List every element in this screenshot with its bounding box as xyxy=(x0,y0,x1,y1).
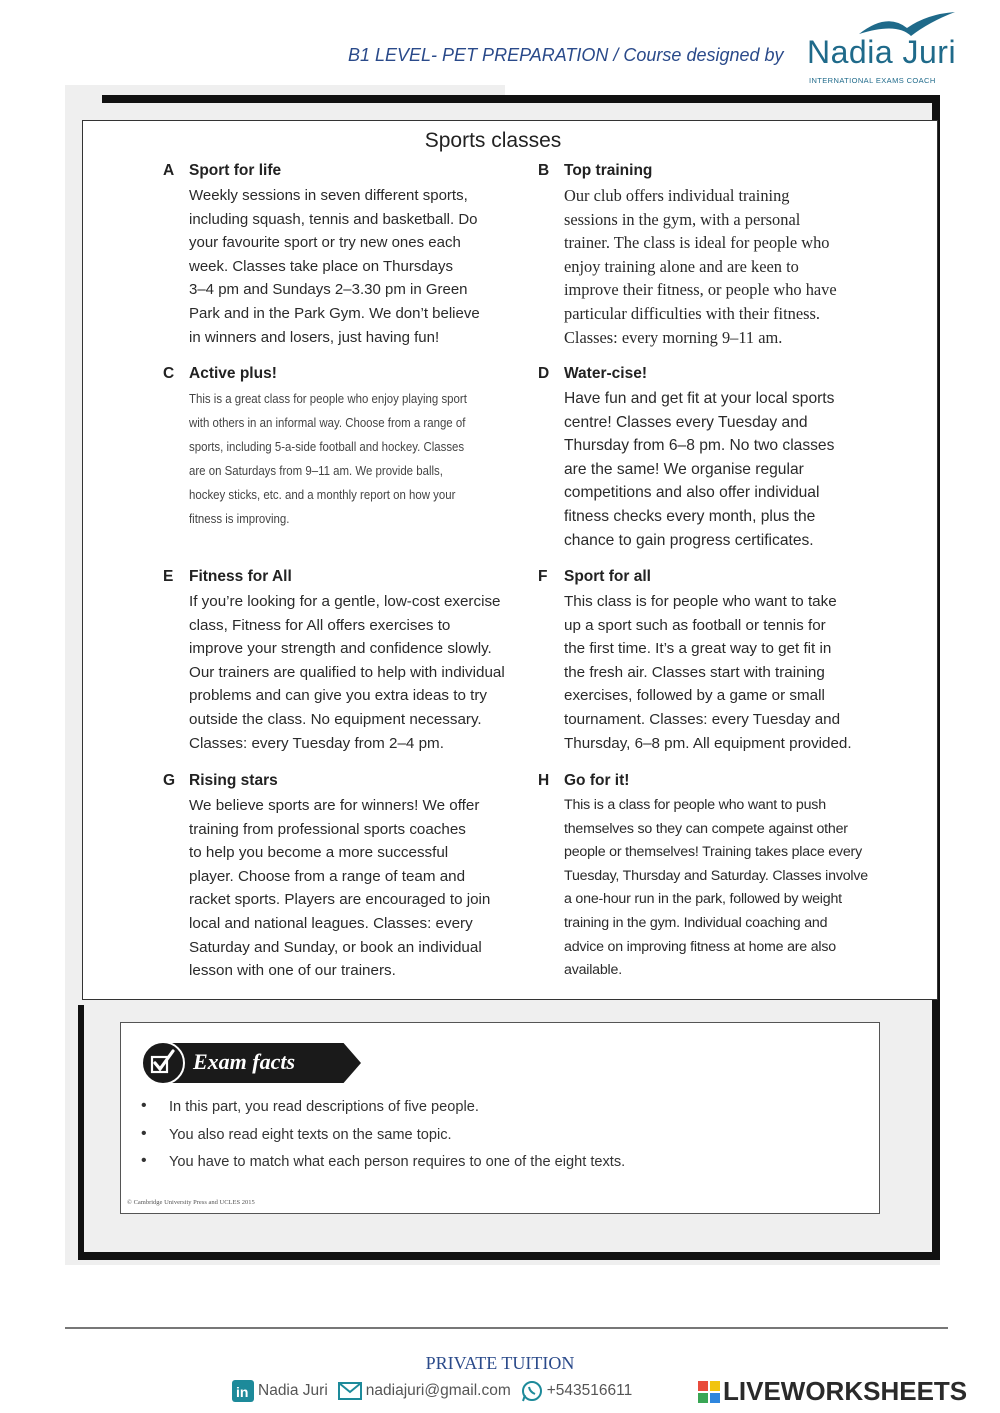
ad-line: up a sport such as football or tennis for xyxy=(564,616,826,634)
ad-line: are on Saturdays from 9–11 am. We provide balls, xyxy=(189,463,443,478)
ad-letter: A xyxy=(163,162,175,179)
scan-background-edge xyxy=(505,85,945,95)
ad-heading: Sport for life xyxy=(189,162,282,179)
ad-line: including squash, tennis and basketball. Do xyxy=(189,210,478,228)
ad-line: particular difficulties with their fitness. xyxy=(564,303,820,323)
ad-line: This is a class for people who want to push xyxy=(564,797,826,813)
ad-line: Thursday, 6–8 pm. All equipment provided. xyxy=(564,734,852,752)
ad-line: Our club offers individual training xyxy=(564,186,790,205)
checkbox-icon xyxy=(141,1041,185,1085)
linkedin-icon xyxy=(232,1380,254,1402)
ad-line: a one-hour run in the park, followed by weight xyxy=(564,891,842,908)
ad-line: trainer. The class is ideal for people who xyxy=(564,233,830,253)
ad-line: Weekly sessions in seven different sports, xyxy=(189,187,468,204)
ad-letter: D xyxy=(538,365,550,382)
brand-logo xyxy=(805,10,965,85)
logo-tagline: INTERNATIONAL EXAMS COACH xyxy=(809,76,936,85)
ad-line: your favourite sport or try new ones each xyxy=(189,234,461,252)
ad-line: Thursday from 6–8 pm. No two classes xyxy=(564,437,835,455)
footer-divider xyxy=(65,1327,948,1329)
bullet-icon: • xyxy=(141,1124,147,1142)
fact-text: You have to match what each person requires to one of the eight texts. xyxy=(169,1154,626,1170)
ad-line: are the same! We organise regular xyxy=(564,460,804,478)
ad-line: sessions in the gym, with a personal xyxy=(564,209,801,229)
fact-text: In this part, you read descriptions of five people. xyxy=(169,1099,479,1115)
ad-letter: F xyxy=(538,568,548,585)
ad-line: exercises, followed by a game or small xyxy=(564,687,825,705)
ad-letter: C xyxy=(163,365,175,382)
ad-line: available. xyxy=(564,962,622,979)
ad-letter: G xyxy=(163,772,176,789)
ad-line: fitness checks every month, plus the xyxy=(564,507,816,525)
ad-line: chance to gain progress certificates. xyxy=(564,531,814,549)
ad-heading: Top training xyxy=(564,162,653,179)
whatsapp-icon xyxy=(521,1380,543,1402)
exam-facts-list xyxy=(139,1099,625,1182)
exam-facts-box xyxy=(120,1022,880,1214)
ad-line: lesson with one of our trainers. xyxy=(189,962,396,980)
ad-line: training in the gym. Individual coaching and xyxy=(564,914,828,931)
ad-letter: E xyxy=(163,568,174,585)
ad-line: We believe sports are for winners! We offer xyxy=(189,797,480,814)
frame-bottom-border xyxy=(78,1252,940,1260)
ad-body xyxy=(189,387,515,531)
ad-line: training from professional sports coaches xyxy=(189,820,466,838)
ad-letter: H xyxy=(538,772,550,789)
ad-line: racket sports. Players are encouraged to join xyxy=(189,891,491,909)
bullet-icon: • xyxy=(141,1152,147,1169)
ad-line: Our trainers are qualified to help with individual xyxy=(189,663,505,681)
ad-line: tournament. Classes: every Tuesday and xyxy=(564,710,841,728)
checkmark-icon xyxy=(143,1043,183,1083)
ad-line: with others in an informal way. Choose from a range of xyxy=(189,415,466,430)
ad-line: Park and in the Park Gym. We don’t believe xyxy=(189,304,480,322)
ad-line: outside the class. No equipment necessary. xyxy=(189,710,482,728)
ad-body xyxy=(189,794,519,983)
ad-body xyxy=(189,184,519,349)
liveworksheets-logo-icon xyxy=(698,1381,720,1403)
email-link[interactable]: nadiajuri@gmail.com xyxy=(365,1382,511,1399)
frame-left-border xyxy=(78,1005,84,1260)
ad-heading: Fitness for All xyxy=(189,568,292,585)
ad-heading: Active plus! xyxy=(189,365,277,382)
ad-line: competitions and also offer individual xyxy=(564,484,820,502)
copyright-notice: © Cambridge University Press and UCLES 2015 xyxy=(127,1199,255,1206)
ad-line: 3–4 pm and Sundays 2–3.30 pm in Green xyxy=(189,281,468,299)
bullet-icon: • xyxy=(141,1097,147,1114)
ad-line: This class is for people who want to take xyxy=(564,593,837,610)
ad-line: Classes: every morning 9–11 am. xyxy=(564,327,783,347)
ad-body xyxy=(564,184,894,349)
ad-line: people or themselves! Training takes place every xyxy=(564,844,862,861)
svg-text:in: in xyxy=(236,1384,249,1400)
ad-heading: Rising stars xyxy=(189,772,278,789)
email-icon xyxy=(338,1382,362,1400)
ad-line: Have fun and get fit at your local sports xyxy=(564,390,835,407)
ad-heading: Water-cise! xyxy=(564,365,647,382)
frame-top-border xyxy=(102,95,940,103)
ad-body xyxy=(564,794,894,983)
ad-line: class, Fitness for All offers exercises to xyxy=(189,616,451,634)
ad-body xyxy=(564,387,894,552)
ad-line: If you’re looking for a gentle, low-cost exercise xyxy=(189,593,501,610)
ad-line: sports, including 5-a-side football and hockey. Classes xyxy=(189,439,465,454)
list-item xyxy=(139,1124,625,1155)
logo-name: Nadia Juri xyxy=(807,34,957,70)
footer-contacts xyxy=(232,1380,642,1402)
ad-heading: Sport for all xyxy=(564,568,651,585)
ad-heading: Go for it! xyxy=(564,772,630,789)
ad-line: improve your strength and confidence slowly. xyxy=(189,640,492,658)
ad-line: themselves so they can compete against other xyxy=(564,820,848,837)
list-item xyxy=(139,1154,625,1182)
list-item xyxy=(139,1099,625,1127)
watermark-text: LIVEWORKSHEETS xyxy=(723,1376,968,1406)
liveworksheets-watermark xyxy=(698,1376,967,1407)
ad-line: Classes: every Tuesday from 2–4 pm. xyxy=(189,734,444,752)
ad-letter: B xyxy=(538,162,550,179)
footer-tuition: PRIVATE TUITION xyxy=(425,1353,575,1373)
ad-line: to help you become a more successful xyxy=(189,844,449,862)
phone-number[interactable]: +543516611 xyxy=(546,1382,633,1399)
ad-line: centre! Classes every Tuesday and xyxy=(564,413,808,431)
ad-line: hockey sticks, etc. and a monthly report on how your xyxy=(189,487,456,502)
ad-body xyxy=(189,590,519,755)
exam-facts-title: Exam facts xyxy=(193,1049,296,1074)
fact-text: You also read eight texts on the same topic. xyxy=(169,1126,452,1143)
ad-line: player. Choose from a range of team and xyxy=(189,867,466,885)
ad-line: Tuesday, Thursday and Saturday. Classes involve xyxy=(564,867,868,884)
ad-line: fitness is improving. xyxy=(189,511,290,526)
ad-line: the first time. It’s a great way to get fit in xyxy=(564,640,832,658)
ad-line: week. Classes take place on Thursdays xyxy=(189,257,454,275)
course-header: B1 LEVEL- PET PREPARATION / Course designed by xyxy=(348,45,784,65)
sports-classes-sheet xyxy=(82,120,938,1000)
ad-line: the fresh air. Classes start with training xyxy=(564,663,825,681)
ad-line: This is a great class for people who enjoy playing sport xyxy=(189,391,467,406)
ad-line: Saturday and Sunday, or book an individual xyxy=(189,938,482,956)
ad-body xyxy=(564,590,894,755)
ad-line: advice on improving fitness at home are also xyxy=(564,938,836,955)
sheet-title: Sports classes xyxy=(424,129,562,152)
ad-line: in winners and losers, just having fun! xyxy=(189,328,440,346)
ad-line: improve their fitness, or people who have xyxy=(564,280,837,300)
linkedin-link[interactable]: Nadia Juri xyxy=(258,1382,328,1399)
ad-line: enjoy training alone and are keen to xyxy=(564,256,799,276)
ad-line: problems and can give you extra ideas to try xyxy=(189,687,488,705)
ad-line: local and national leagues. Classes: every xyxy=(189,914,473,932)
